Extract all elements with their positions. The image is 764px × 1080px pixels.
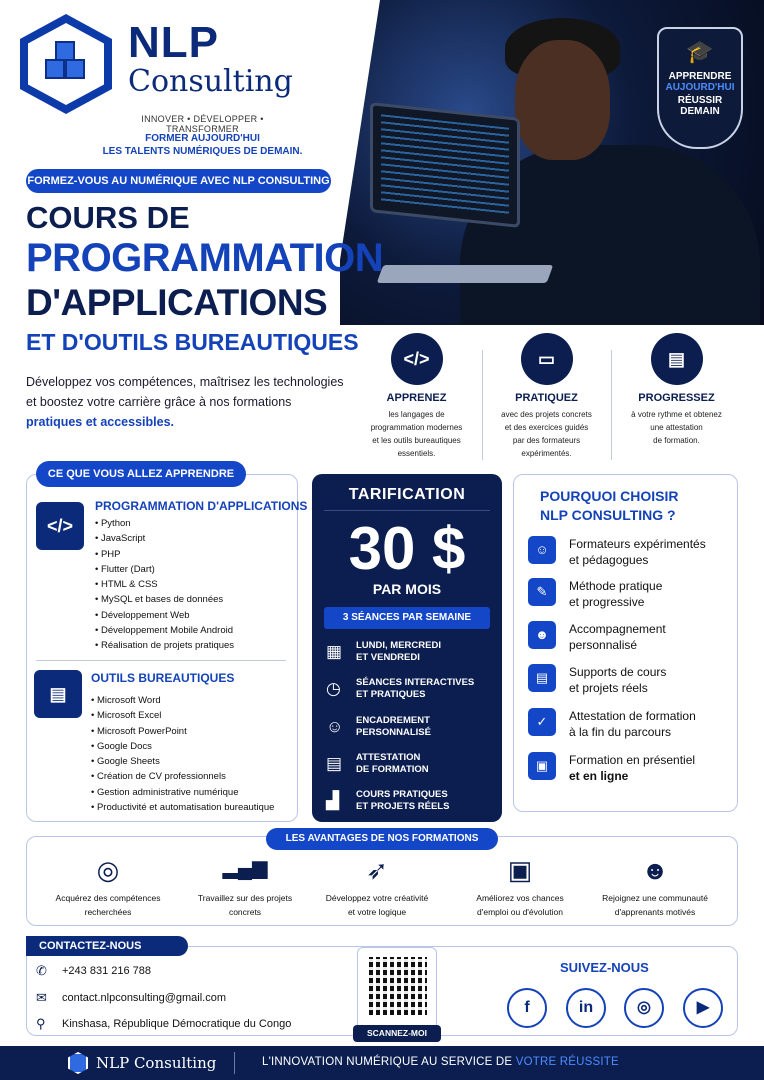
presentation-icon: ▣ bbox=[528, 752, 556, 780]
briefcase-icon: ▣ bbox=[507, 855, 533, 885]
brand-name: NLP bbox=[128, 18, 219, 67]
advantage-projects: ▂▄▆ Travaillez sur des projets concrets bbox=[175, 855, 315, 919]
advantages-pill: LES AVANTAGES DE NOS FORMATIONS bbox=[266, 828, 498, 850]
badge: 🎓 APPRENDRE AUJOURD'HUI RÉUSSIR DEMAIN bbox=[657, 27, 743, 149]
advantage-creativity: ➶ Développez votre créativité et votre logique bbox=[307, 855, 447, 919]
advantage-skills: ◎ Acquérez des compétences recherchées bbox=[38, 855, 178, 919]
instagram-icon[interactable]: ◎ bbox=[624, 988, 664, 1028]
code-icon: </> bbox=[36, 502, 84, 550]
learn-pill: CE QUE VOUS ALLEZ APPRENDRE bbox=[36, 461, 246, 487]
method-icon: ✎ bbox=[528, 578, 556, 606]
slogan: FORMER AUJOURD'HUI LES TALENTS NUMÉRIQUES DE DEMAIN. bbox=[102, 133, 303, 157]
support-icon: ☻ bbox=[528, 621, 556, 649]
title-line-1: COURS DE bbox=[26, 200, 190, 235]
pricing-title: TARIFICATION bbox=[348, 486, 466, 503]
target-icon: ◎ bbox=[96, 855, 120, 885]
rocket-icon: ➶ bbox=[366, 855, 388, 885]
linkedin-icon[interactable]: in bbox=[566, 988, 606, 1028]
brand-sub: Consulting bbox=[128, 64, 293, 99]
trainer-icon: ☺ bbox=[528, 536, 556, 564]
facebook-icon[interactable]: f bbox=[507, 988, 547, 1028]
contact-email[interactable]: ✉ contact.nlpconsulting@gmail.com bbox=[36, 990, 227, 1005]
follow-title: SUIVEZ-NOUS bbox=[560, 960, 649, 975]
laptop-icon: ▭ bbox=[521, 333, 573, 385]
title-line-2: PROGRAMMATION bbox=[26, 236, 384, 280]
title-line-3: D'APPLICATIONS bbox=[26, 282, 328, 323]
clock-icon: ◷ bbox=[326, 679, 341, 698]
pricing-card: TARIFICATION 30 $ PAR MOIS 3 SÉANCES PAR SEMAINE ▦ LUNDI, MERCREDI ET VENDREDI ◷ SÉANCES INTERACTIVES ET PRATIQUES ☺ ENCADREMENT PERSONNALISÉ ▤ ATTESTATION DE FORMATION ▟ COURS PRATIQUES ET PROJETS RÉELS bbox=[312, 474, 502, 822]
feature-progress: ▤ PROGRESSEZ à votre rythme et obtenez une attestation de formation. bbox=[614, 333, 739, 447]
programming-title: PROGRAMMATION D'APPLICATIONS bbox=[95, 499, 308, 513]
phone-icon: ✆ bbox=[36, 963, 47, 978]
tagline: INNOVER • DÉVELOPPER • TRANSFORMER bbox=[141, 114, 264, 134]
price-period: PAR MOIS bbox=[372, 581, 442, 597]
location-pin-icon: ⚲ bbox=[36, 1016, 46, 1031]
contact-pill: CONTACTEZ-NOUS bbox=[26, 936, 188, 956]
contact-phone[interactable]: ✆ +243 831 216 788 bbox=[36, 963, 152, 978]
document-icon: ▤ bbox=[528, 664, 556, 692]
qr-label: SCANNEZ-MOI bbox=[353, 1025, 441, 1042]
user-icon: ☺ bbox=[326, 717, 344, 736]
bar-chart-icon: ▂▄▆ bbox=[222, 857, 268, 879]
youtube-icon[interactable]: ▶ bbox=[683, 988, 723, 1028]
intro-text: Développez vos compétences, maîtrisez les technologies et boostez votre carrière grâce à nos formations pratiques et accessibles. bbox=[26, 375, 344, 429]
office-list: • Microsoft Word • Microsoft Excel • Microsoft PowerPoint • Google Docs • Google Sheets • Création de CV professionnels • Gestion administrative numérique • Productivité et automatisation bureautique bbox=[91, 693, 274, 815]
document-icon: ▤ bbox=[34, 670, 82, 718]
advantage-career: ▣ Améliorez vos chances d'emploi ou d'évolution bbox=[450, 855, 590, 919]
code-icon: </> bbox=[391, 333, 443, 385]
laptop-illustration bbox=[370, 102, 520, 228]
hero-pill: FORMEZ-VOUS AU NUMÉRIQUE AVEC NLP CONSULTING bbox=[26, 169, 331, 193]
office-title: OUTILS BUREAUTIQUES bbox=[91, 671, 235, 685]
certificate-icon: ▤ bbox=[651, 333, 703, 385]
mail-icon: ✉ bbox=[36, 990, 47, 1005]
title-line-4: ET D'OUTILS BUREAUTIQUES bbox=[26, 329, 359, 355]
footer-slogan: L'INNOVATION NUMÉRIQUE AU SERVICE DE VOTRE RÉUSSITE bbox=[262, 1056, 619, 1068]
price-amount: 30 $ bbox=[348, 515, 466, 582]
chart-icon: ▟ bbox=[326, 791, 340, 810]
contact-address: ⚲ Kinshasa, République Démocratique du Congo bbox=[36, 1016, 292, 1031]
certificate-icon: ▤ bbox=[326, 754, 343, 773]
certificate-icon: ✓ bbox=[528, 708, 556, 736]
calendar-icon: ▦ bbox=[326, 642, 343, 661]
community-icon: ☻ bbox=[641, 855, 669, 885]
footer-brand: NLP Consulting bbox=[96, 1054, 217, 1072]
sessions-bar: 3 SÉANCES PAR SEMAINE bbox=[324, 607, 490, 629]
feature-learn: </> APPRENEZ les langages de programmation modernes et les outils bureautiques essentiels. bbox=[354, 333, 479, 460]
feature-practice: ▭ PRATIQUEZ avec des projets concrets et des exercices guidés par des formateurs expérimentés. bbox=[484, 333, 609, 460]
why-title: POURQUOI CHOISIR NLP CONSULTING ? bbox=[540, 488, 679, 523]
programming-list: • Python • JavaScript • PHP • Flutter (Dart) • HTML & CSS • MySQL et bases de données • Développement Web • Développement Mobile Android • Réalisation de projets pratiques bbox=[95, 516, 234, 654]
advantage-community: ☻ Rejoignez une communauté d'apprenants motivés bbox=[585, 855, 725, 919]
graduation-cap-icon: 🎓 bbox=[686, 39, 714, 64]
